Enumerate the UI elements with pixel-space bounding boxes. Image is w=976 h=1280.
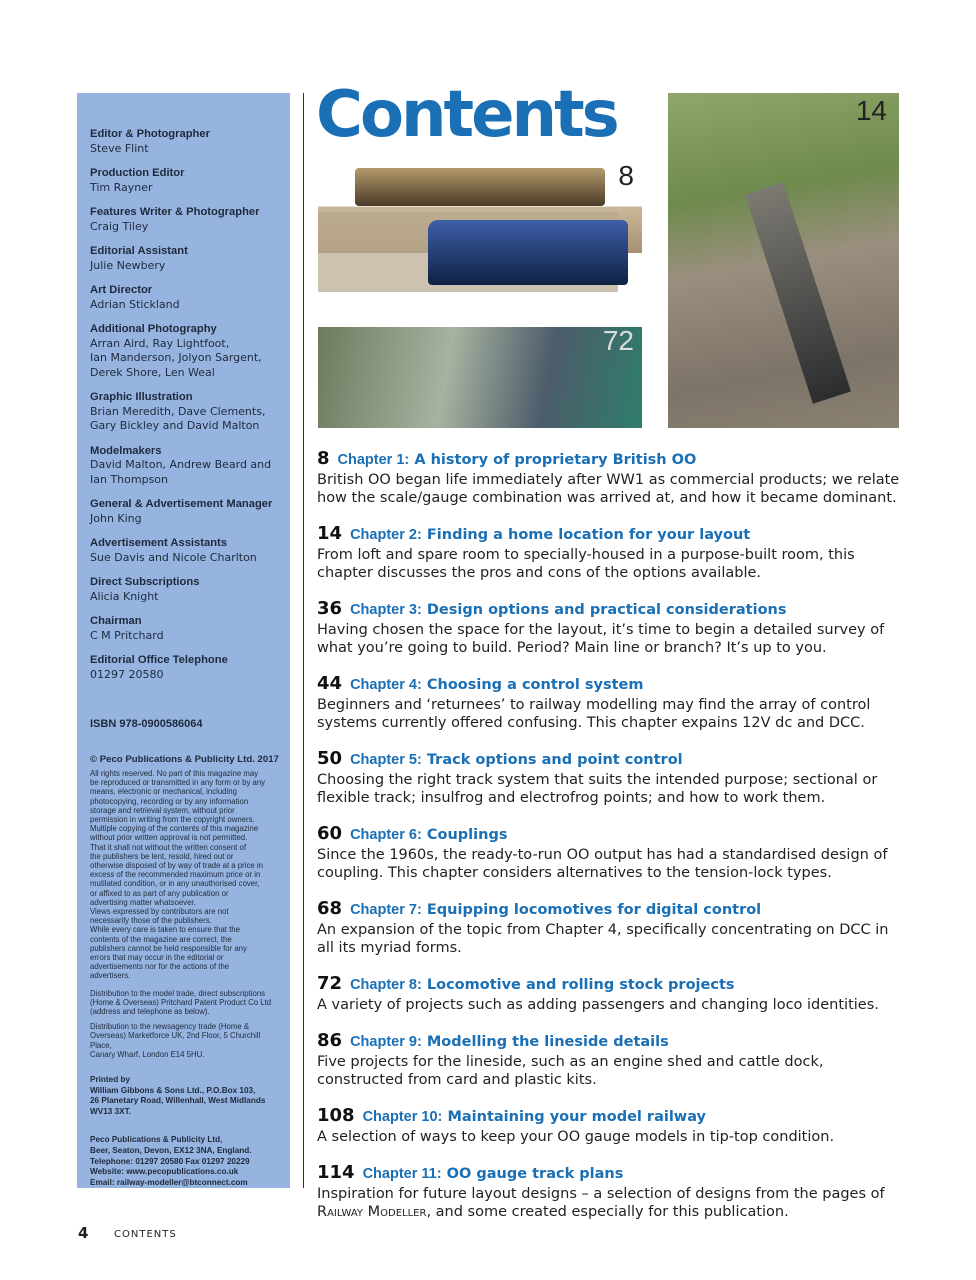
chapter-description: Having chosen the space for the layout, it’s time to begin a detailed survey of what you’re going to build. Period? Main line or branch? It’s up to you. (317, 622, 885, 656)
chapter-label: Chapter 4: (350, 677, 422, 693)
credit-name: Tim Rayner (90, 180, 153, 194)
credit-name: David Malton, Andrew Beard and Ian Thompson (90, 458, 272, 486)
chapter-title: OO gauge track plans (446, 1166, 624, 1182)
distribution-trade: Distribution to the model trade, direct subscriptions (Home & Overseas) Pritchard Patent Product Co Ltd (address and telephone as below). (90, 988, 272, 1017)
chapter-label: Chapter 2: (350, 527, 422, 543)
chapter-description: Since the 1960s, the ready-to-run OO output has had a standardised design of coupling. This chapter considers alternatives to the tension-lock types. (317, 847, 888, 881)
credit-entry (90, 322, 280, 380)
chapter-label: Chapter 8: (350, 977, 422, 993)
credit-entry (90, 653, 280, 682)
chapter-title: Equipping locomotives for digital control (426, 902, 762, 918)
chapter-entry[interactable] (317, 523, 902, 582)
page-number: 4 (78, 1224, 89, 1242)
chapter-description: Five projects for the lineside, such as an engine shed and cattle dock, constructed from card and plastic kits. (317, 1054, 824, 1088)
chapter-label: Chapter 6: (350, 827, 422, 843)
credit-role: Art Director (90, 284, 153, 296)
photo-page-number: 8 (618, 160, 634, 191)
distribution-newsagency: Distribution to the newsagency trade (Home & Overseas) Marketforce UK, 2nd Floor, 5 Churchill Place, Canary Wharf, London E14 5HU. (90, 1022, 261, 1059)
chapter-entry[interactable] (317, 598, 902, 657)
chapter-title: A history of proprietary British OO (414, 452, 697, 468)
masthead-sidebar (77, 93, 290, 1188)
chapter-list (317, 448, 902, 1237)
credit-role: Chairman (90, 615, 142, 627)
credit-role: Editorial Office Telephone (90, 654, 228, 666)
credit-entry (90, 166, 280, 195)
chapter-title: Finding a home location for your layout (426, 527, 751, 543)
credit-name: Sue Davis and Nicole Charlton (90, 550, 257, 564)
chapter-entry[interactable] (317, 1030, 902, 1089)
locomotive-model (428, 220, 628, 285)
chapter-page: 8 (317, 448, 330, 469)
credit-entry (90, 390, 280, 434)
photo-layout (668, 93, 899, 428)
credit-role: Additional Photography (90, 323, 217, 335)
chapter-description-end: , and some created especially for this publication. (426, 1204, 789, 1220)
chapter-description: British OO began life immediately after WW1 as commercial products; we relate how the scale/gauge combination was arrived at, and how it became dominant. (317, 472, 900, 506)
credit-name: Steve Flint (90, 141, 149, 155)
chapter-description: A selection of ways to keep your OO gauge models in tip-top condition. (317, 1129, 835, 1145)
copyright: © Peco Publications & Publicity Ltd. 2017 (90, 754, 279, 765)
photo-page-number: 14 (855, 95, 887, 126)
chapter-page: 44 (317, 673, 343, 694)
credit-entry (90, 127, 280, 156)
credit-name: Adrian Stickland (90, 297, 180, 311)
chapter-label: Chapter 11: (362, 1166, 442, 1182)
credit-role: Production Editor (90, 167, 185, 179)
chapter-title: Locomotive and rolling stock projects (426, 977, 735, 993)
divider (303, 93, 304, 1188)
publisher-info: Peco Publications & Publicity Ltd, Beer, Seaton, Devon, EX12 3NA, England. Telephone: 01297 20580 Fax 01297 20229 Website: www.pecopublications.co.uk Email: railway-modeller@btconnect.com (90, 1135, 252, 1187)
chapter-title: Modelling the lineside details (426, 1034, 669, 1050)
chapter-description: Choosing the right track system that suits the intended purpose; sectional or flexible track; insulfrog and electrofrog points; and how to work them. (317, 772, 878, 806)
chapter-description: A variety of projects such as adding passengers and changing loco identities. (317, 997, 879, 1013)
credit-role: Graphic Illustration (90, 391, 193, 403)
credit-name: Alicia Knight (90, 589, 159, 603)
credit-name: Craig Tiley (90, 219, 149, 233)
chapter-title: Maintaining your model railway (447, 1109, 706, 1125)
credit-entry (90, 614, 280, 643)
chapter-page: 60 (317, 823, 343, 844)
chapter-title: Couplings (426, 827, 508, 843)
credit-name: Arran Aird, Ray Lightfoot, Ian Manderson, Jolyon Sargent, Derek Shore, Len Weal (90, 336, 262, 379)
credit-name: John King (90, 511, 142, 525)
chapter-page: 14 (317, 523, 343, 544)
printer-info: Printed by William Gibbons & Sons Ltd., P.O.Box 103, 26 Planetary Road, Willenhall, West Midlands WV13 3XT. (90, 1075, 266, 1116)
photo-pullman-and-locomotive (318, 160, 642, 315)
chapter-entry[interactable] (317, 973, 902, 1014)
chapter-entry[interactable] (317, 748, 902, 807)
chapter-page: 36 (317, 598, 343, 619)
chapter-label: Chapter 7: (350, 902, 422, 918)
credit-role: Editorial Assistant (90, 245, 188, 257)
credit-entry (90, 497, 280, 526)
chapter-label: Chapter 1: (337, 452, 410, 468)
chapter-entry[interactable] (317, 673, 902, 732)
legal-text: All rights reserved. No part of this magazine may be reproduced or transmitted in any form or by any means, electronic or mechanical, including photocopying, recording or by any information storage and retrieval system, without prior permission in writing from the copyright owners. Multiple copying of the contents of this magazine without prior written approval is not permitted. That it shall not without the written consent of the publishers be lent, resold, hired out or otherwise disposed of by way of trade at a price in excess of the recommended maximum price or in mutilated condition, or in any unauthorised cover, or affixed to as part of any publication or advertising matter whatsoever. Views expressed by contributors are not necessarily those of the publishers. While every care is taken to ensure that the contents of the magazine are correct, the publishers cannot be held responsible for any errors that may occur in the editorial or advertisements nor for the actions of the advertisers. (90, 769, 266, 981)
chapter-entry[interactable] (317, 1162, 902, 1221)
credit-entry (90, 444, 280, 488)
chapter-description: From loft and spare room to specially-housed in a purpose-built room, this chapter discusses the pros and cons of the options available. (317, 547, 855, 581)
chapter-entry[interactable] (317, 823, 902, 882)
credit-role: Features Writer & Photographer (90, 206, 260, 218)
credit-entry (90, 575, 280, 604)
chapter-entry[interactable] (317, 448, 902, 507)
credit-role: Editor & Photographer (90, 128, 210, 140)
credit-entry (90, 283, 280, 312)
train-model (745, 182, 851, 404)
chapter-description: Inspiration for future layout designs – a selection of designs from the pages of (317, 1186, 885, 1202)
chapter-description: Beginners and ‘returnees’ to railway modelling may find the array of control systems currently offered confusing. This chapter expains 12V dc and DCC. (317, 697, 871, 731)
chapter-title: Design options and practical considerations (426, 602, 787, 618)
chapter-label: Chapter 10: (362, 1109, 443, 1125)
coach-model (355, 168, 605, 206)
magazine-name: Railway Modeller (317, 1204, 427, 1220)
credit-entry (90, 205, 280, 234)
isbn: ISBN 978-0900586064 (90, 718, 203, 730)
chapter-title: Choosing a control system (426, 677, 644, 693)
chapter-page: 114 (317, 1162, 355, 1183)
chapter-page: 50 (317, 748, 343, 769)
credit-role: Advertisement Assistants (90, 537, 227, 549)
credit-role: General & Advertisement Manager (90, 498, 273, 510)
chapter-page: 68 (317, 898, 343, 919)
chapter-description: An expansion of the topic from Chapter 4, specifically concentrating on DCC in all its myriad forms. (317, 922, 889, 956)
chapter-title: Track options and point control (426, 752, 683, 768)
credit-role: Modelmakers (90, 444, 162, 457)
chapter-page: 72 (317, 973, 343, 994)
chapter-label: Chapter 5: (350, 752, 422, 768)
chapter-entry[interactable] (317, 898, 902, 957)
chapter-page: 86 (317, 1030, 343, 1051)
chapter-page: 108 (317, 1105, 355, 1126)
credit-role: Direct Subscriptions (90, 576, 200, 588)
section-name: CONTENTS (114, 1229, 177, 1240)
credit-name: Brian Meredith, Dave Clements, Gary Bickley and David Malton (90, 404, 266, 432)
credit-entry (90, 244, 280, 273)
credit-name: C M Pritchard (90, 628, 164, 642)
photo-page-number: 72 (602, 327, 634, 356)
page-title: Contents (316, 78, 617, 152)
credit-name: Julie Newbery (90, 258, 166, 272)
chapter-label: Chapter 9: (350, 1034, 422, 1050)
photo-painting-model (318, 327, 642, 428)
chapter-label: Chapter 3: (350, 602, 422, 618)
credit-entry (90, 536, 280, 565)
credit-name: 01297 20580 (90, 667, 164, 681)
chapter-entry[interactable] (317, 1105, 902, 1146)
